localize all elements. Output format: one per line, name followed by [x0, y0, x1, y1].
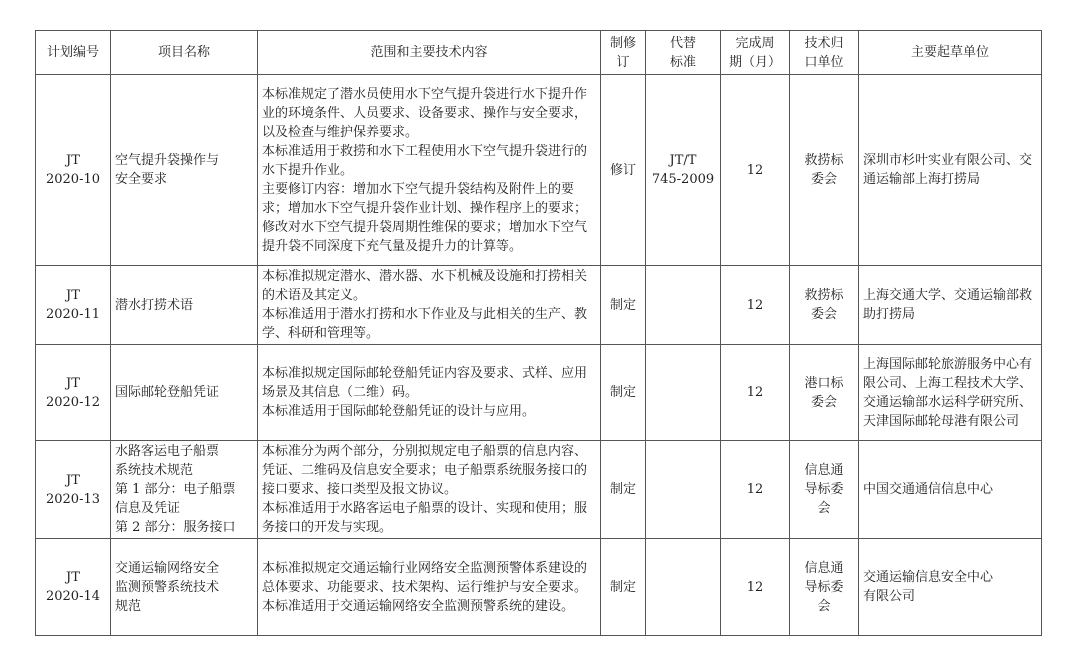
- table-row: [36, 539, 1042, 636]
- cell-drafter: 交通运输信息安全中心 有限公司: [859, 539, 1042, 636]
- header-plan-number: 计划编号: [36, 31, 111, 75]
- cell-type: 制定: [601, 539, 646, 636]
- cell-type: 制定: [601, 266, 646, 345]
- cell-period: 12: [721, 441, 790, 539]
- cell-period: 12: [721, 266, 790, 345]
- cell-scope: 本标准分为两个部分，分别拟规定电子船票的信息内容、凭证、二维码及信息安全要求；电子船票系统服务接口的接口要求、接口类型及报文协议。 本标准适用于水路客运电子船票的设计、实现和使用；服务接口的开发与实现。: [258, 441, 601, 539]
- cell-scope: 本标准拟规定交通运输行业网络安全监测预警体系建设的总体要求、功能要求、技术架构、运行维护与安全要求。 本标准适用于交通运输网络安全监测预警系统的建设。: [258, 539, 601, 636]
- cell-replaced-standard: [646, 345, 721, 441]
- standards-plan-table: [35, 30, 1042, 636]
- cell-type: 修订: [601, 75, 646, 266]
- cell-project-name: 潜水打捞术语: [111, 266, 258, 345]
- cell-drafter: 上海交通大学、交通运输部救助打捞局: [859, 266, 1042, 345]
- cell-replaced-standard: [646, 539, 721, 636]
- header-scope: 范围和主要技术内容: [258, 31, 601, 75]
- cell-plan-number: JT 2020-12: [36, 345, 111, 441]
- cell-project-name: 国际邮轮登船凭证: [111, 345, 258, 441]
- table-row: [36, 75, 1042, 266]
- cell-drafter: 上海国际邮轮旅游服务中心有限公司、上海工程技术大学、交通运输部水运科学研究所、天津国际邮轮母港有限公司: [859, 345, 1042, 441]
- table-row: [36, 345, 1042, 441]
- header-committee: 技术归 口单位: [790, 31, 859, 75]
- cell-plan-number: JT 2020-13: [36, 441, 111, 539]
- cell-committee: 港口标 委会: [790, 345, 859, 441]
- cell-replaced-standard: [646, 266, 721, 345]
- header-type: 制修 订: [601, 31, 646, 75]
- header-drafter: 主要起草单位: [859, 31, 1042, 75]
- cell-plan-number: JT 2020-14: [36, 539, 111, 636]
- cell-period: 12: [721, 345, 790, 441]
- cell-scope: 本标准拟规定潜水、潜水器、水下机械及设施和打捞相关的术语及其定义。 本标准适用于潜水打捞和水下作业及与此相关的生产、教学、科研和管理等。: [258, 266, 601, 345]
- table-row: [36, 266, 1042, 345]
- cell-committee: 信息通 导标委 会: [790, 441, 859, 539]
- header-period: 完成周 期（月）: [721, 31, 790, 75]
- cell-project-name: 交通运输网络安全 监测预警系统技术 规范: [111, 539, 258, 636]
- cell-type: 制定: [601, 345, 646, 441]
- cell-committee: 救捞标 委会: [790, 75, 859, 266]
- header-project-name: 项目名称: [111, 31, 258, 75]
- cell-type: 制定: [601, 441, 646, 539]
- cell-plan-number: JT 2020-10: [36, 75, 111, 266]
- cell-committee: 信息通 导标委 会: [790, 539, 859, 636]
- cell-period: 12: [721, 539, 790, 636]
- header-row: [36, 31, 1042, 75]
- cell-scope: 本标准拟规定国际邮轮登船凭证内容及要求、式样、应用场景及其信息（二维）码。 本标准适用于国际邮轮登船凭证的设计与应用。: [258, 345, 601, 441]
- cell-project-name: 水路客运电子船票 系统技术规范 第 1 部分：电子船票 信息及凭证 第 2 部分：服务接口: [111, 441, 258, 539]
- cell-scope: 本标准规定了潜水员使用水下空气提升袋进行水下提升作业的环境条件、人员要求、设备要求、操作与安全要求，以及检查与维护保养要求。 本标准适用于救捞和水下工程使用水下空气提升袋进行的水下提升作业。 主要修订内容：增加水下空气提升袋结构及附件上的要求；增加水下空气提升袋作业计划、操作程序上的要求；修改对水下空气提升袋周期性维保的要求；增加水下空气提升袋不同深度下充气量及提升力的计算等。: [258, 75, 601, 266]
- cell-plan-number: JT 2020-11: [36, 266, 111, 345]
- cell-project-name: 空气提升袋操作与 安全要求: [111, 75, 258, 266]
- cell-replaced-standard: [646, 441, 721, 539]
- cell-period: 12: [721, 75, 790, 266]
- cell-committee: 救捞标 委会: [790, 266, 859, 345]
- table-row: [36, 441, 1042, 539]
- cell-drafter: 中国交通通信信息中心: [859, 441, 1042, 539]
- cell-replaced-standard: JT/T 745-2009: [646, 75, 721, 266]
- header-replaced-standard: 代替 标准: [646, 31, 721, 75]
- cell-drafter: 深圳市杉叶实业有限公司、交通运输部上海打捞局: [859, 75, 1042, 266]
